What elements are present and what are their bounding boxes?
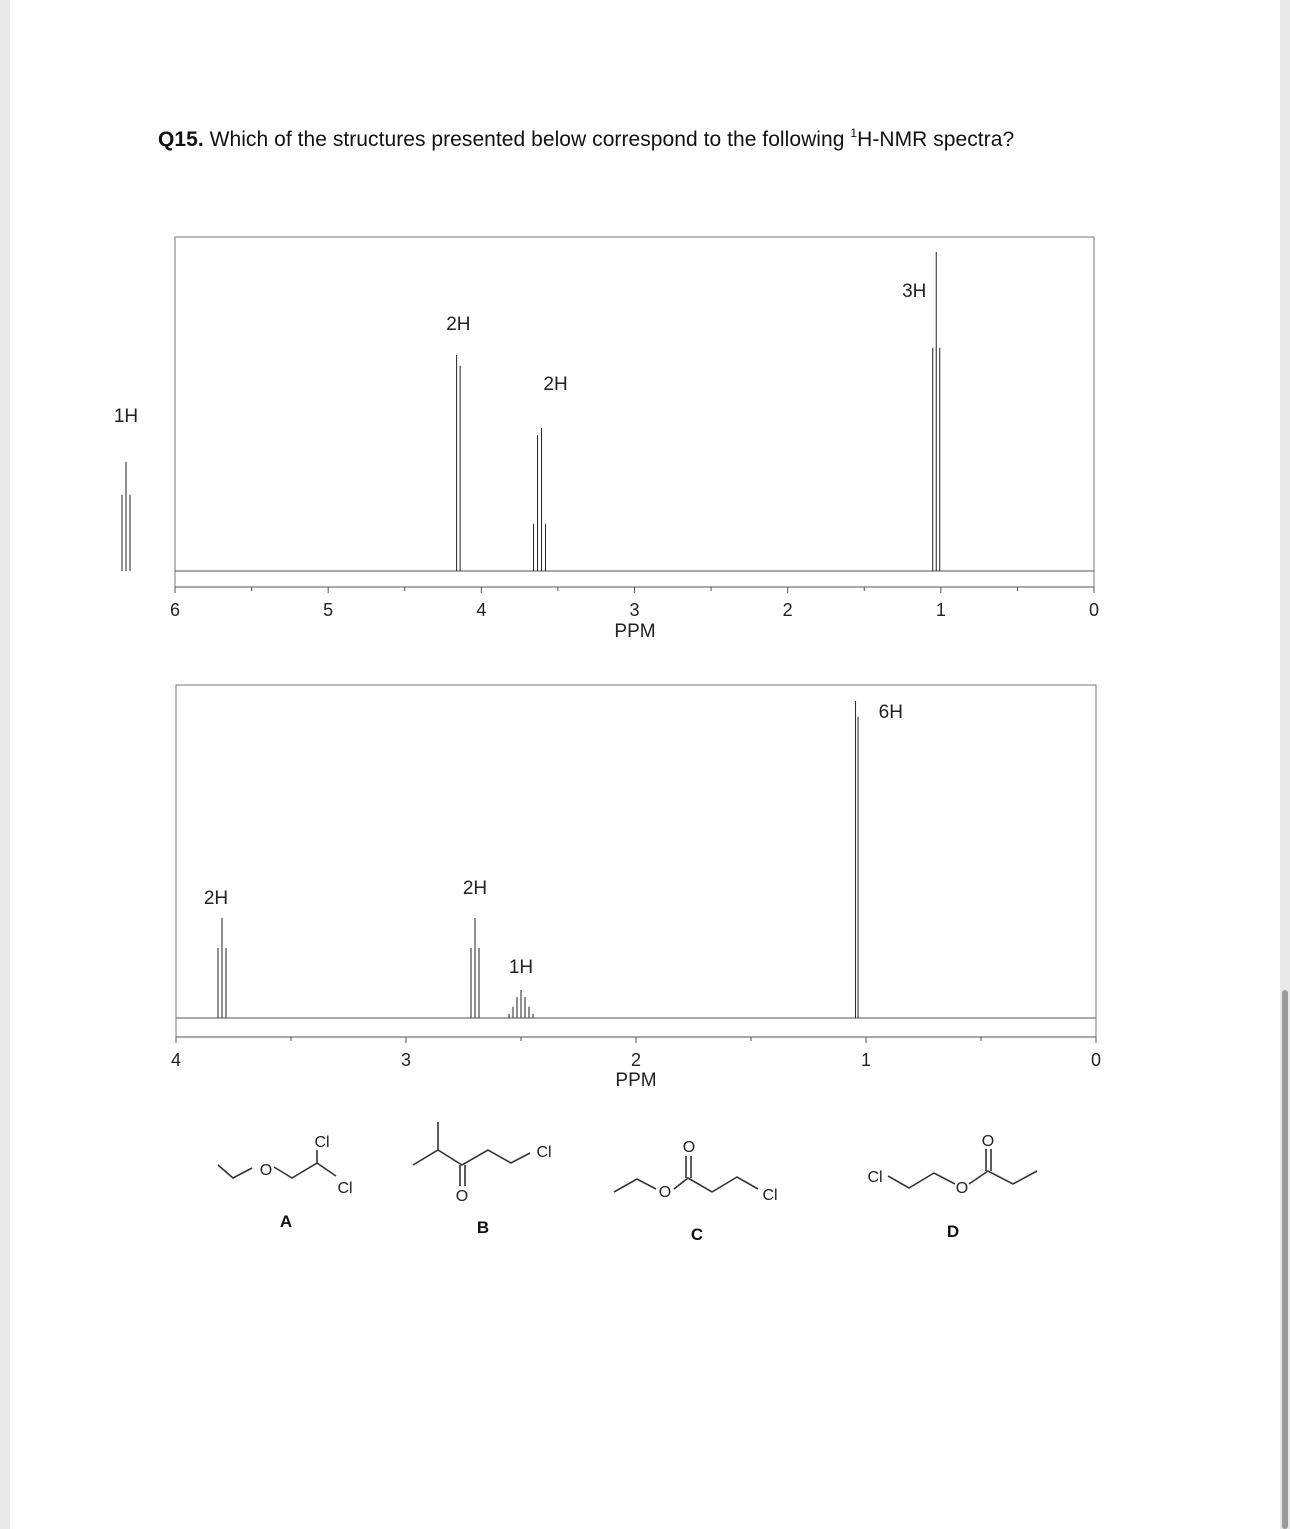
- spectrum-2-axis-label: PPM: [615, 1070, 657, 1091]
- spectrum-2-tick-label: 3: [400, 1050, 412, 1070]
- spectrum-2-integration-label: 1H: [508, 957, 534, 978]
- structure-b: [413, 1122, 530, 1186]
- spectrum-2-integration-label: 2H: [203, 888, 229, 909]
- question-number: Q15.: [158, 128, 204, 151]
- spectrum-1-frame: [175, 237, 1094, 587]
- spectrum-1-integration-label: 3H: [902, 281, 927, 302]
- structure-c-chlorine: Cl: [762, 1187, 778, 1204]
- structure-d-oxygen-carbonyl: O: [981, 1133, 995, 1150]
- spectrum-1-axis-label: PPM: [614, 621, 656, 642]
- structure-b-letter: B: [476, 1218, 490, 1237]
- spectrum-2-integration-label: 6H: [878, 702, 903, 723]
- spectrum-2-tick-labels: [171, 1050, 1101, 1070]
- structure-a-chlorine-right: Cl: [337, 1180, 353, 1197]
- structure-c: [614, 1156, 758, 1192]
- structure-a-letter: A: [279, 1212, 293, 1231]
- spectrum-2-integration-label: 2H: [462, 878, 488, 899]
- spectrum-2-peaks: [176, 701, 1096, 1018]
- structure-b-chlorine: Cl: [536, 1144, 552, 1161]
- scrollbar-track[interactable]: [1280, 0, 1290, 1529]
- spectrum-1-tick-label: 2: [782, 600, 793, 620]
- question-superscript: 1: [850, 126, 858, 140]
- question-body-end: H-NMR spectra?: [857, 128, 1015, 151]
- spectrum-2-tick-label: 1: [860, 1050, 872, 1070]
- spectrum-1-tick-label: 3: [629, 600, 640, 620]
- spectrum-2-ticks: [176, 1037, 1096, 1043]
- spectrum-1-integration-label: 2H: [543, 374, 568, 395]
- spectrum-2-tick-label: 4: [170, 1050, 182, 1070]
- structure-b-oxygen: O: [455, 1188, 469, 1205]
- scrollbar-thumb[interactable]: [1282, 990, 1288, 1529]
- spectrum-1-tick-label: 4: [476, 600, 487, 620]
- structure-a-oxygen: O: [259, 1162, 273, 1179]
- spectrum-1-ticks: [175, 587, 1094, 593]
- structure-a-chlorine-top: Cl: [314, 1134, 330, 1151]
- spectrum-2-tick-label: 2: [630, 1050, 642, 1070]
- spectrum-1-tick-label: 1: [935, 600, 946, 620]
- spectrum-2-frame: [176, 685, 1096, 1037]
- spectrum-2: [171, 685, 1101, 1091]
- structure-d-chlorine: Cl: [867, 1169, 883, 1186]
- spectrum-1: [114, 237, 1099, 642]
- spectrum-1-integration-label: 2H: [446, 314, 471, 335]
- structure-d-letter: D: [946, 1222, 960, 1241]
- structure-a: [218, 1150, 336, 1178]
- structure-c-oxygen-ether: O: [658, 1184, 672, 1201]
- spectrum-1-tick-label: 5: [323, 600, 334, 620]
- spectrum-2-tick-label: 0: [1090, 1050, 1102, 1070]
- question-body: Which of the structures presented below correspond to the following: [203, 128, 851, 151]
- spectrum-1-tick-labels: [170, 600, 1099, 620]
- structure-c-oxygen-carbonyl: O: [682, 1139, 696, 1156]
- spectrum-1-peaks: [114, 252, 1094, 571]
- spectrum-1-tick-label: 0: [1088, 600, 1100, 620]
- structure-d-oxygen-ether: O: [955, 1180, 969, 1197]
- structure-c-letter: C: [690, 1225, 704, 1244]
- spectrum-1-integration-label: 1H: [113, 406, 139, 427]
- spectrum-1-tick-label: 6: [169, 600, 181, 620]
